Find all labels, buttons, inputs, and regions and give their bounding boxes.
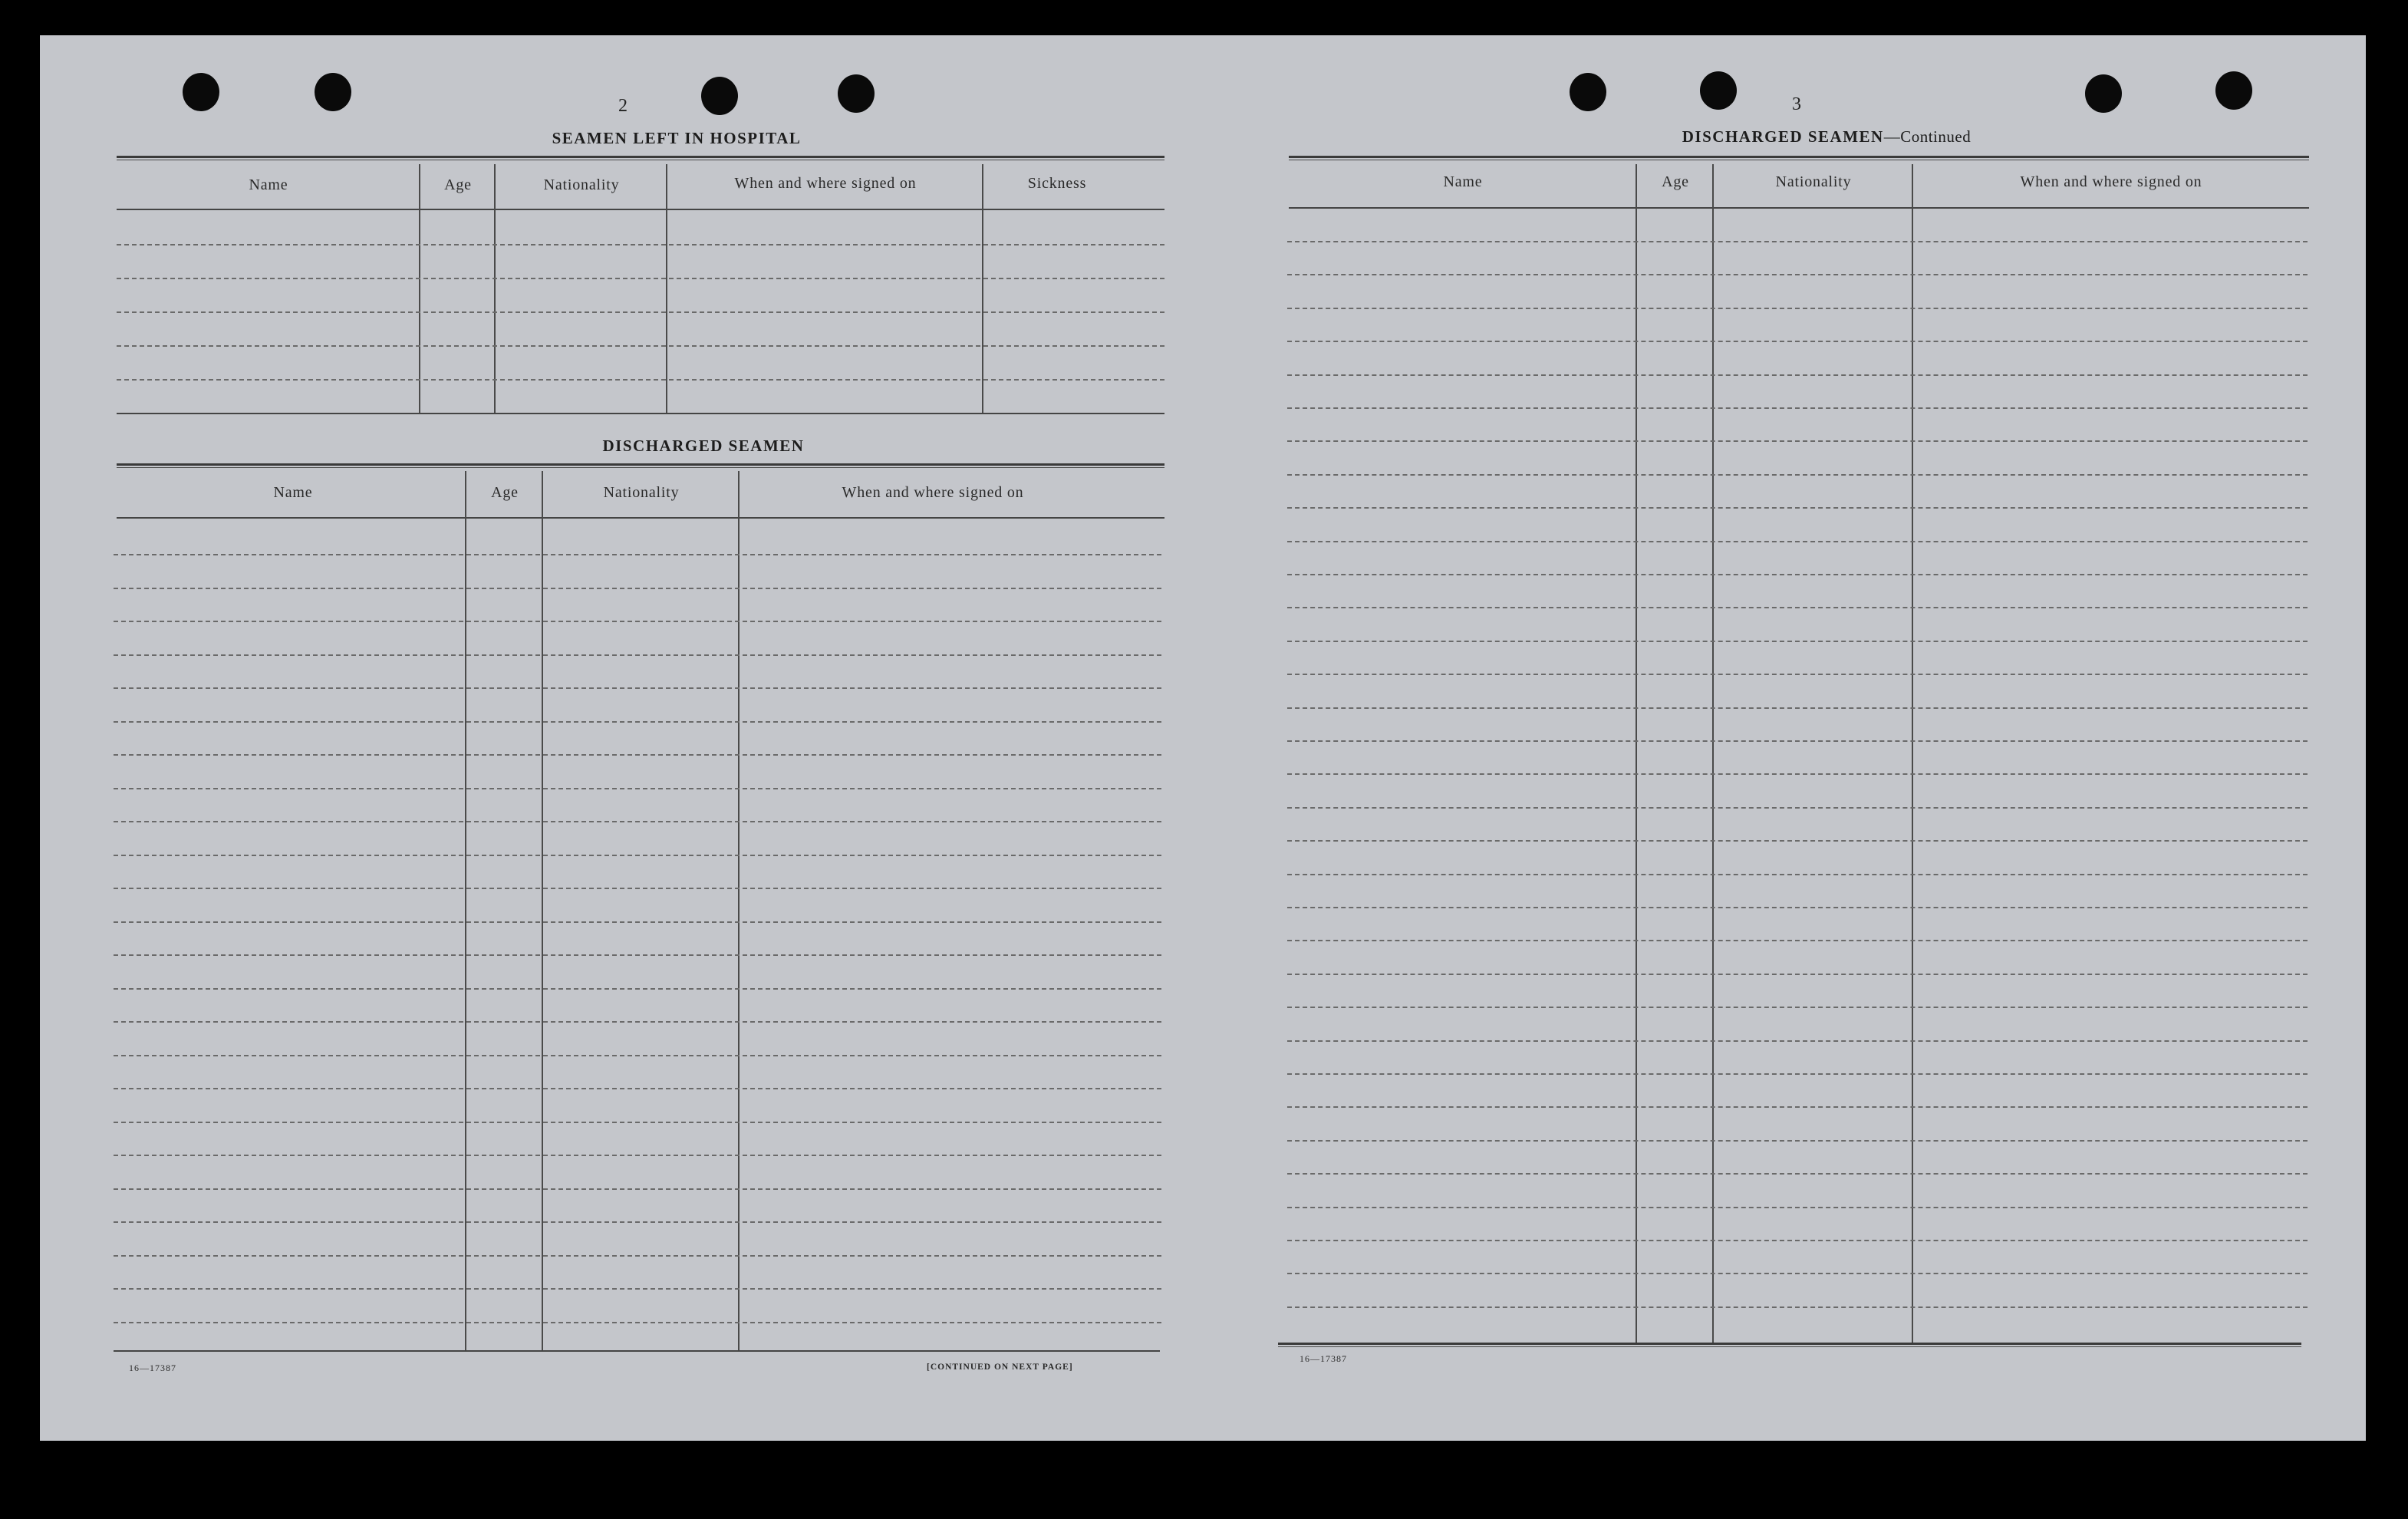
page-number-right: 3 — [1792, 94, 1802, 114]
form-number-right: 16—17387 — [1300, 1353, 1347, 1364]
blank-row-rule — [1287, 1140, 2308, 1142]
blank-row-rule — [114, 1155, 1161, 1156]
punch-hole — [315, 73, 351, 111]
blank-row-rule — [1287, 341, 2308, 342]
right-col-nationality: Nationality — [1775, 173, 1852, 190]
blank-row-rule — [117, 345, 1164, 347]
punch-hole — [1700, 71, 1737, 110]
document-sheet — [40, 35, 2366, 1441]
blank-row-rule — [114, 921, 1161, 923]
punch-hole — [701, 77, 738, 115]
blank-row-rule — [1287, 974, 2308, 975]
discharged-col-name: Name — [273, 484, 313, 501]
right-title-suffix: —Continued — [1883, 127, 1972, 146]
hospital-header-rule — [117, 209, 1164, 210]
continued-note: [CONTINUED ON NEXT PAGE] — [927, 1362, 1073, 1372]
blank-row-rule — [1287, 840, 2308, 842]
blank-row-rule — [1287, 1207, 2308, 1208]
blank-row-rule — [1287, 274, 2308, 275]
punch-hole — [2085, 74, 2122, 113]
blank-row-rule — [1287, 607, 2308, 608]
discharged-col-signed-on: When and where signed on — [842, 484, 1024, 501]
blank-row-rule — [117, 311, 1164, 313]
blank-row-rule — [1287, 773, 2308, 775]
right-bottom-rule — [1278, 1343, 2301, 1347]
blank-row-rule — [114, 788, 1161, 789]
blank-row-rule — [1287, 907, 2308, 908]
blank-row-rule — [114, 888, 1161, 889]
blank-row-rule — [1287, 440, 2308, 442]
blank-row-rule — [1287, 407, 2308, 409]
right-col-name: Name — [1443, 173, 1483, 190]
hospital-top-rule — [117, 156, 1164, 160]
hospital-col-signed-on: When and where signed on — [734, 175, 917, 192]
right-top-rule — [1289, 156, 2309, 160]
blank-row-rule — [114, 954, 1161, 956]
blank-row-rule — [1287, 1306, 2308, 1308]
blank-row-rule — [1287, 1073, 2308, 1075]
blank-row-rule — [1287, 1173, 2308, 1175]
blank-row-rule — [114, 588, 1161, 589]
page-number-left: 2 — [618, 96, 628, 116]
blank-row-rule — [114, 654, 1161, 656]
discharged-col-divider — [542, 471, 543, 1350]
blank-row-rule — [1287, 641, 2308, 642]
hospital-bottom-rule — [117, 413, 1164, 414]
hospital-section-title: SEAMEN LEFT IN HOSPITAL — [552, 129, 802, 147]
blank-row-rule — [1287, 308, 2308, 309]
discharged-header-rule — [117, 517, 1164, 519]
punch-hole — [1570, 73, 1606, 111]
discharged-col-divider — [738, 471, 740, 1350]
blank-row-rule — [1287, 541, 2308, 542]
hospital-col-divider — [666, 164, 667, 413]
discharged-col-divider — [465, 471, 466, 1350]
blank-row-rule — [117, 278, 1164, 279]
blank-row-rule — [114, 821, 1161, 822]
right-col-signed-on: When and where signed on — [2020, 173, 2202, 190]
blank-row-rule — [114, 988, 1161, 990]
blank-row-rule — [117, 379, 1164, 381]
blank-row-rule — [114, 1288, 1161, 1290]
blank-row-rule — [114, 1322, 1161, 1323]
punch-hole — [2215, 71, 2252, 110]
blank-row-rule — [1287, 241, 2308, 242]
blank-row-rule — [114, 754, 1161, 756]
blank-row-rule — [1287, 1240, 2308, 1241]
discharged-col-nationality: Nationality — [603, 484, 680, 501]
punch-hole — [183, 73, 219, 111]
punch-hole — [838, 74, 875, 113]
blank-row-rule — [114, 687, 1161, 689]
blank-row-rule — [1287, 507, 2308, 509]
hospital-col-nationality: Nationality — [543, 176, 620, 193]
blank-row-rule — [114, 1255, 1161, 1257]
blank-row-rule — [114, 554, 1161, 555]
blank-row-rule — [1287, 874, 2308, 875]
blank-row-rule — [1287, 1040, 2308, 1042]
hospital-col-sickness: Sickness — [1027, 175, 1087, 192]
blank-row-rule — [1287, 574, 2308, 575]
blank-row-rule — [114, 621, 1161, 622]
discharged-section-title: DISCHARGED SEAMEN — [602, 437, 805, 455]
blank-row-rule — [114, 721, 1161, 723]
discharged-col-age: Age — [491, 484, 519, 501]
blank-row-rule — [114, 1221, 1161, 1223]
blank-row-rule — [1287, 1273, 2308, 1274]
blank-row-rule — [114, 1088, 1161, 1089]
hospital-col-divider — [982, 164, 983, 413]
blank-row-rule — [1287, 374, 2308, 376]
blank-row-rule — [114, 1021, 1161, 1023]
discharged-top-rule — [117, 463, 1164, 468]
blank-row-rule — [114, 1122, 1161, 1123]
right-section-title — [1287, 127, 2366, 147]
blank-row-rule — [1287, 474, 2308, 476]
blank-row-rule — [1287, 740, 2308, 742]
hospital-col-name: Name — [249, 176, 288, 193]
blank-row-rule — [117, 244, 1164, 245]
blank-row-rule — [1287, 940, 2308, 941]
right-col-age: Age — [1662, 173, 1689, 190]
hospital-col-age: Age — [444, 176, 472, 193]
form-number-left: 16—17387 — [129, 1362, 176, 1373]
blank-row-rule — [114, 1188, 1161, 1190]
blank-row-rule — [114, 855, 1161, 856]
hospital-col-divider — [419, 164, 420, 413]
hospital-col-divider — [494, 164, 496, 413]
discharged-bottom-rule — [114, 1350, 1160, 1352]
blank-row-rule — [1287, 674, 2308, 675]
blank-row-rule — [1287, 707, 2308, 709]
blank-row-rule — [1287, 807, 2308, 809]
right-header-rule — [1289, 207, 2309, 209]
blank-row-rule — [1287, 1007, 2308, 1008]
blank-row-rule — [1287, 1106, 2308, 1108]
right-title-main: DISCHARGED SEAMEN — [1682, 127, 1884, 146]
blank-row-rule — [114, 1055, 1161, 1056]
